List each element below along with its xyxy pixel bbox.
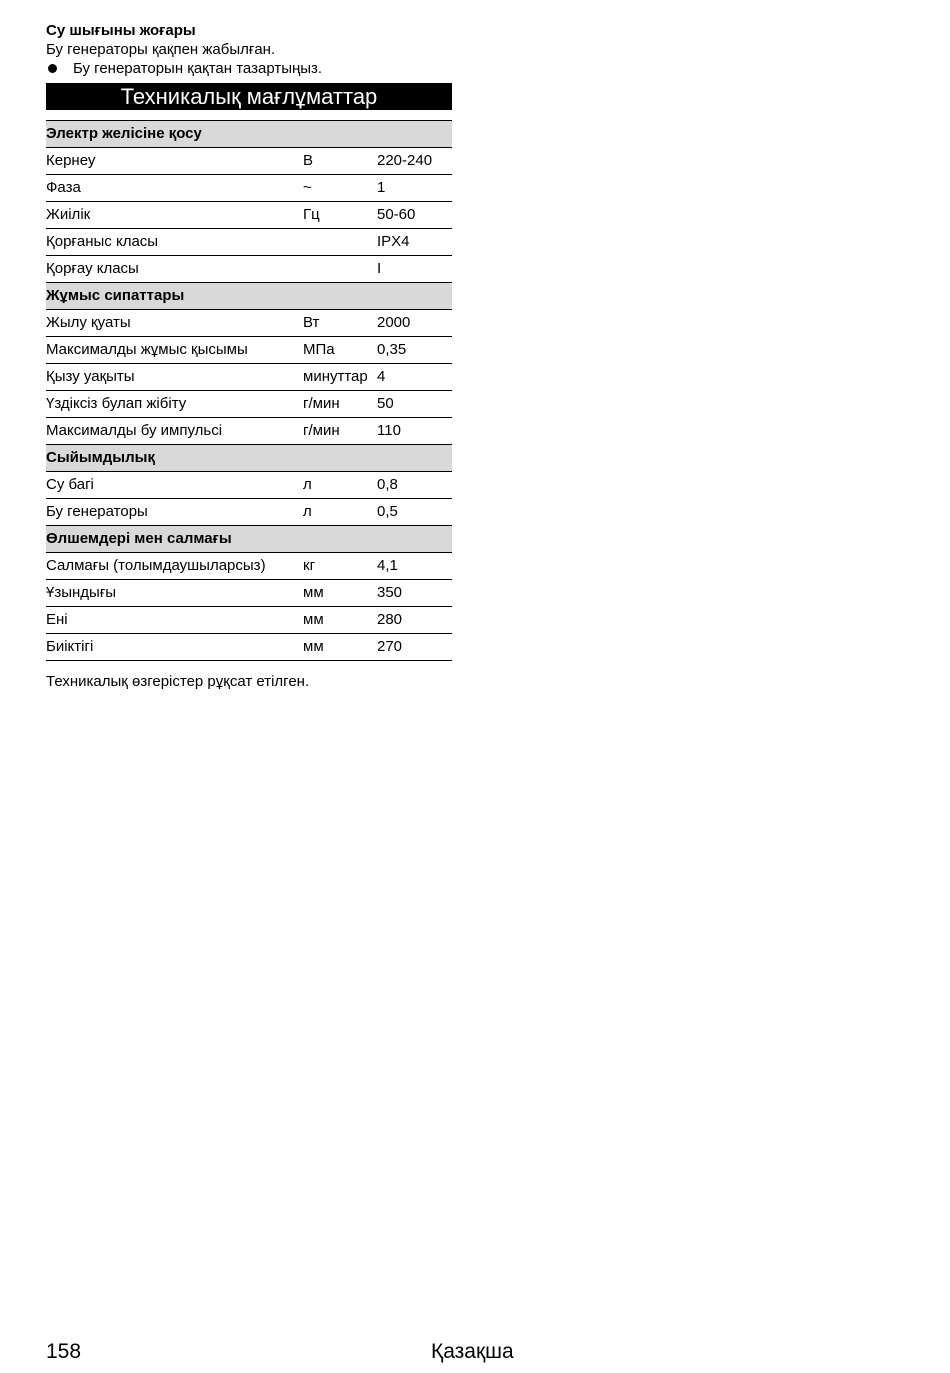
group-row-electric (46, 121, 452, 148)
spec-value: 280 (377, 607, 452, 634)
spec-value: I (377, 256, 452, 283)
notice-cause: Бу генераторы қақпен жабылған. (46, 41, 276, 58)
spec-unit: л (303, 472, 377, 499)
table-row (46, 202, 452, 229)
group-label: Сыйымдылық (46, 445, 452, 472)
spec-value: IPX4 (377, 229, 452, 256)
spec-value: 50-60 (377, 202, 452, 229)
bullet-dot-icon (48, 64, 57, 73)
spec-value: 0,35 (377, 337, 452, 364)
spec-unit: ~ (303, 175, 377, 202)
spec-name: Кернеу (46, 148, 303, 175)
spec-name: Фаза (46, 175, 303, 202)
group-row-dimensions (46, 526, 452, 553)
spec-unit (303, 229, 377, 256)
spec-unit: минуттар (303, 364, 377, 391)
spec-name: Максималды жұмыс қысымы (46, 337, 303, 364)
table-row (46, 256, 452, 283)
table-row (46, 418, 452, 445)
spec-name: Үздіксіз булап жібіту (46, 391, 303, 418)
water-consumption-notice (46, 21, 466, 78)
spec-unit: мм (303, 580, 377, 607)
spec-value: 4,1 (377, 553, 452, 580)
spec-unit: кг (303, 553, 377, 580)
table-row (46, 607, 452, 634)
spec-unit: л (303, 499, 377, 526)
table-row (46, 310, 452, 337)
notice-remedy (46, 59, 466, 78)
group-label: Өлшемдері мен салмағы (46, 526, 452, 553)
table-row (46, 499, 452, 526)
table-row (46, 634, 452, 661)
section-title: Техникалық мағлұматтар (46, 83, 452, 110)
spec-name: Максималды бу импульсі (46, 418, 303, 445)
spec-value: 4 (377, 364, 452, 391)
group-label: Жұмыс сипаттары (46, 283, 452, 310)
spec-unit: Гц (303, 202, 377, 229)
spec-value: 110 (377, 418, 452, 445)
table-row (46, 148, 452, 175)
spec-unit (303, 256, 377, 283)
spec-name: Жиілік (46, 202, 303, 229)
group-row-capacity (46, 445, 452, 472)
spec-value: 1 (377, 175, 452, 202)
table-row (46, 337, 452, 364)
spec-name: Салмағы (толымдаушыларсыз) (46, 553, 303, 580)
spec-value: 220-240 (377, 148, 452, 175)
table-row (46, 472, 452, 499)
spec-value: 0,5 (377, 499, 452, 526)
group-row-performance (46, 283, 452, 310)
spec-name: Су багі (46, 472, 303, 499)
spec-name: Қорғау класы (46, 256, 303, 283)
spec-value: 270 (377, 634, 452, 661)
spec-unit: мм (303, 607, 377, 634)
spec-name: Ұзындығы (46, 580, 303, 607)
table-row (46, 391, 452, 418)
spec-name: Ені (46, 607, 303, 634)
page-language-label: Қазақша (431, 1340, 514, 1363)
spec-name: Қызу уақыты (46, 364, 303, 391)
notice-remedy-text: Бу генераторын қақтан тазартыңыз. (73, 60, 323, 77)
spec-name: Қорғаныс класы (46, 229, 303, 256)
notice-heading: Су шығыны жоғары (46, 22, 196, 39)
spec-unit: г/мин (303, 418, 377, 445)
spec-value: 350 (377, 580, 452, 607)
spec-name: Биіктігі (46, 634, 303, 661)
table-row (46, 229, 452, 256)
table-row (46, 580, 452, 607)
spec-unit: В (303, 148, 377, 175)
table-row (46, 364, 452, 391)
spec-value: 2000 (377, 310, 452, 337)
page-number: 158 (46, 1340, 82, 1363)
spec-unit: мм (303, 634, 377, 661)
spec-unit: г/мин (303, 391, 377, 418)
spec-value: 0,8 (377, 472, 452, 499)
spec-value: 50 (377, 391, 452, 418)
table-row (46, 553, 452, 580)
table-row (46, 175, 452, 202)
spec-unit: МПа (303, 337, 377, 364)
technical-changes-note: Техникалық өзгерістер рұқсат етілген. (46, 673, 310, 690)
specs-table (46, 120, 452, 661)
group-label: Электр желісіне қосу (46, 121, 452, 148)
spec-name: Жылу қуаты (46, 310, 303, 337)
spec-unit: Вт (303, 310, 377, 337)
spec-name: Бу генераторы (46, 499, 303, 526)
